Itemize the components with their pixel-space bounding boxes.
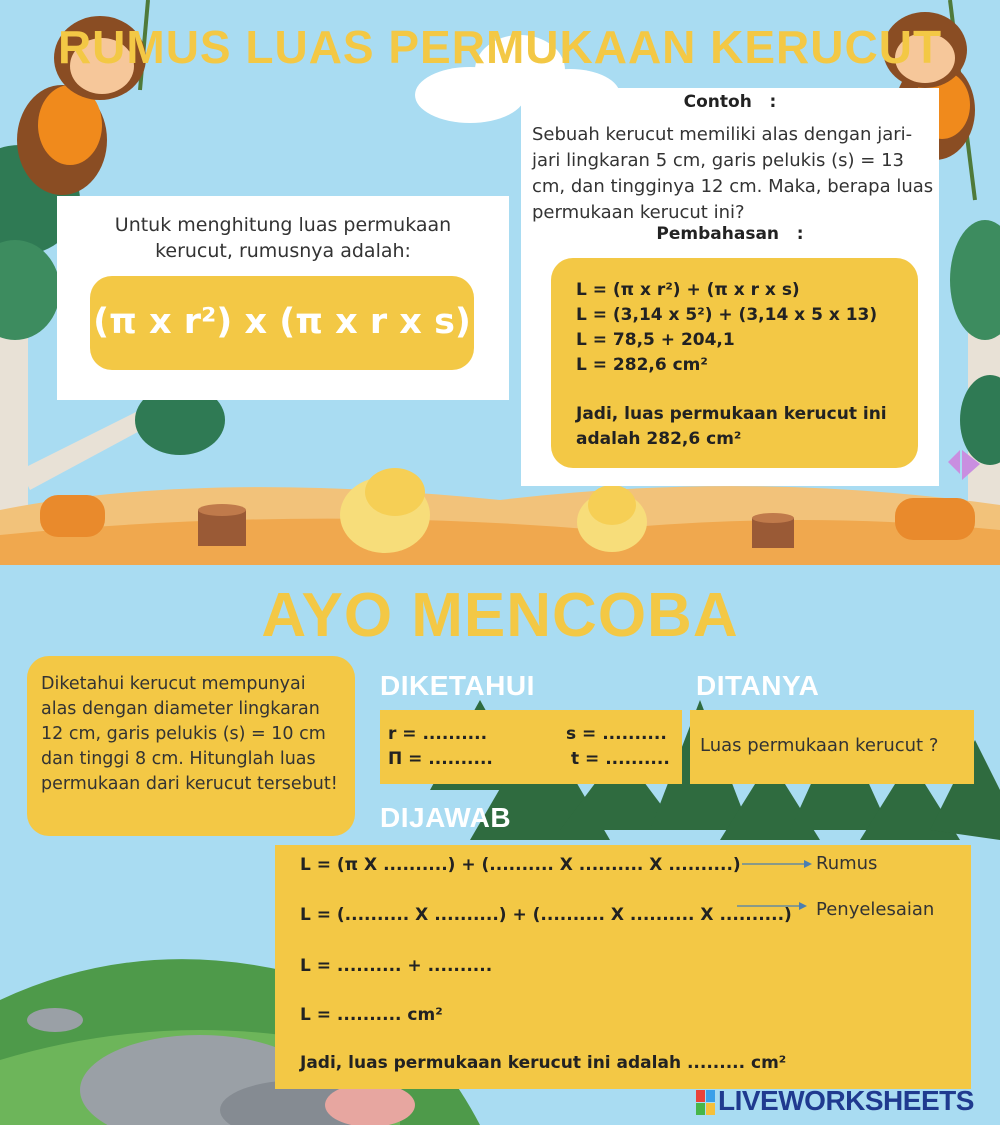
problem-text: Diketahui kerucut mempunyai alas dengan diameter lingkaran 12 cm, garis pelukis (s) = 10 cm dan tinggi 8 cm. Hitunglah luas permukaan dari kerucut tersebut! [41,674,338,794]
diketahui-label: DIKETAHUI [380,670,535,701]
formula-box [90,276,474,370]
problem-box [27,656,355,836]
diketahui-pi[interactable]: Π = .......... [388,749,493,769]
liveworksheets-logo-icon [696,1090,716,1116]
solution-line: L = 78,5 + 204,1 [576,330,735,350]
pembahasan-label: Pembahasan : [656,224,804,244]
intro-text: Untuk menghitung luas permukaan kerucut, rumusnya adalah: [114,214,452,262]
solution-line: L = (π x r²) + (π x r x s) [576,280,800,300]
solution-conclusion: Jadi, luas permukaan kerucut ini adalah 282,6 cm² [576,404,887,449]
solution-line: L = 282,6 cm² [576,355,708,375]
ditanya-text: Luas permukaan kerucut ? [700,735,939,756]
diketahui-box [380,710,682,784]
solution-box [551,258,918,468]
solution-line: L = (3,14 x 5²) + (3,14 x 5 x 13) [576,305,878,325]
answer-line[interactable]: L = (.......... X ..........) + (.......... X .......... X ..........) [300,905,792,925]
section-title: AYO MENCOBA [261,581,739,650]
ditanya-label: DITANYA [696,670,820,701]
dijawab-box [275,845,971,1089]
contoh-label: Contoh : [683,92,777,112]
annotation-rumus: Rumus [816,853,878,874]
diketahui-r[interactable]: r = .......... [388,724,488,744]
ditanya-box [690,710,974,784]
arrow-right-icon [742,859,812,869]
annotation-penyelesaian: Penyelesaian [816,899,935,920]
answer-conclusion[interactable]: Jadi, luas permukaan kerucut ini adalah ......... cm² [300,1053,787,1073]
answer-line[interactable]: L = .......... cm² [300,1005,443,1025]
answer-line[interactable]: L = .......... + .......... [300,956,493,976]
example-card [521,88,939,486]
watermark[interactable]: LIVEWORKSHEETS [718,1085,974,1116]
diketahui-s[interactable]: s = .......... [566,724,667,744]
answer-line[interactable]: L = (π X ..........) + (.......... X .......... X ..........) [300,855,741,875]
page-title: RUMUS LUAS PERMUKAAN KERUCUT [57,21,943,73]
formula-text: (π x r²) x (π x r x s) [93,302,471,342]
arrow-right-icon [737,901,807,911]
diketahui-t[interactable]: t = .......... [571,749,670,769]
contoh-text: Sebuah kerucut memiliki alas dengan jari-jari lingkaran 5 cm, garis pelukis (s) = 13 cm, dan tingginya 12 cm. Maka, berapa luas permukaan kerucut ini? [532,124,934,223]
dijawab-label: DIJAWAB [380,802,512,833]
intro-card [57,196,509,400]
